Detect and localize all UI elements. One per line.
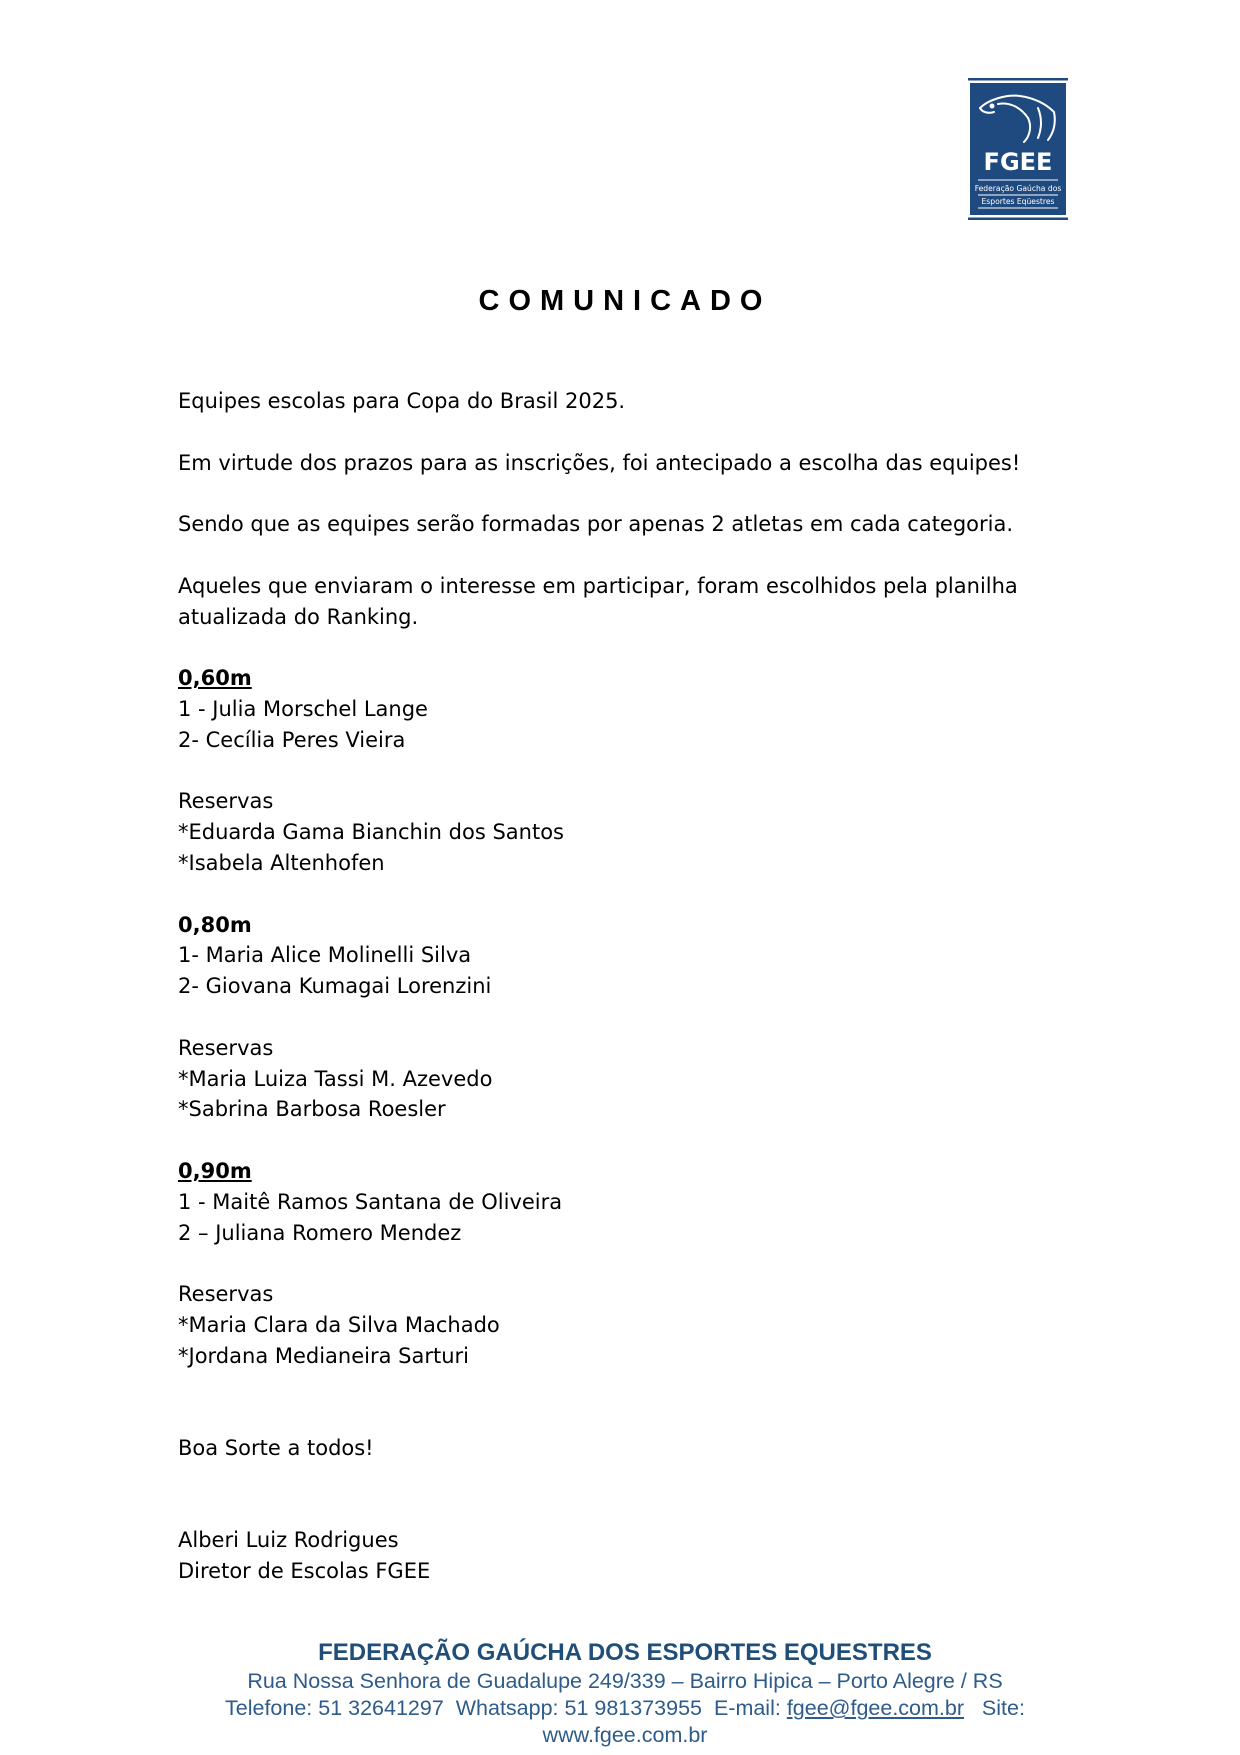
page-footer [0, 1638, 1240, 1749]
closing-text: Boa Sorte a todos! [178, 1436, 374, 1461]
reserves-label: Reservas [178, 1035, 274, 1060]
athlete-item: 1 - Julia Morschel Lange [178, 696, 428, 721]
intro-line-5: atualizada do Ranking. [178, 604, 419, 629]
reserve-item: *Maria Clara da Silva Machado [178, 1312, 500, 1337]
footer-site-link[interactable]: www.fgee.com.br [542, 1723, 708, 1747]
letter-body [178, 386, 1078, 1587]
footer-contact [0, 1695, 1240, 1722]
logo-subtitle-line1: Federação Gaúcha dos [974, 184, 1062, 193]
athlete-item: 1 - Maitê Ramos Santana de Oliveira [178, 1189, 563, 1214]
athlete-item: 2- Cecília Peres Vieira [178, 727, 406, 752]
category-title: 0,80m [178, 912, 252, 937]
reserve-item: *Isabela Altenhofen [178, 850, 385, 875]
reserves-label: Reservas [178, 789, 274, 814]
footer-org-name: FEDERAÇÃO GAÚCHA DOS ESPORTES EQUESTRES [318, 1639, 932, 1666]
category-title: 0,60m [178, 666, 252, 691]
reserve-item: *Eduarda Gama Bianchin dos Santos [178, 820, 564, 845]
athlete-item: 1- Maria Alice Molinelli Silva [178, 943, 472, 968]
reserve-item: *Jordana Medianeira Sarturi [178, 1343, 470, 1368]
signature-name: Alberi Luiz Rodrigues [178, 1528, 399, 1553]
athlete-item: 2 – Juliana Romero Mendez [178, 1220, 462, 1245]
footer-site-label: Site: [964, 1696, 1025, 1720]
footer-email-link[interactable]: fgee@fgee.com.br [786, 1696, 965, 1720]
intro-line-3: Sendo que as equipes serão formadas por apenas 2 atletas em cada categoria. [178, 512, 1014, 537]
footer-contact-prefix: Telefone: 51 32641297 Whatsapp: 51 981373955 E-mail: [225, 1696, 787, 1720]
logo-acronym: FGEE [983, 148, 1053, 176]
footer-address: Rua Nossa Senhora de Guadalupe 249/339 – Bairro Hipica – Porto Alegre / RS [247, 1669, 1003, 1693]
reserves-label: Reservas [178, 1282, 274, 1307]
intro-line-2: Em virtude dos prazos para as inscrições, foi antecipado a escolha das equipes! [178, 450, 1021, 475]
intro-line-4: Aqueles que enviaram o interesse em participar, foram escolhidos pela planilha [178, 573, 1018, 598]
category-title: 0,90m [178, 1158, 252, 1183]
signature-role: Diretor de Escolas FGEE [178, 1559, 431, 1584]
fgee-logo [968, 78, 1068, 220]
fgee-logo-graphic [968, 78, 1068, 220]
athlete-item: 2- Giovana Kumagai Lorenzini [178, 974, 492, 999]
reserve-item: *Maria Luiza Tassi M. Azevedo [178, 1066, 493, 1091]
intro-line-1: Equipes escolas para Copa do Brasil 2025. [178, 389, 626, 413]
reserve-item: *Sabrina Barbosa Roesler [178, 1097, 446, 1122]
page-title: COMUNICADO [478, 285, 772, 317]
logo-subtitle-line2: Esportes Eqüestres [981, 197, 1055, 206]
